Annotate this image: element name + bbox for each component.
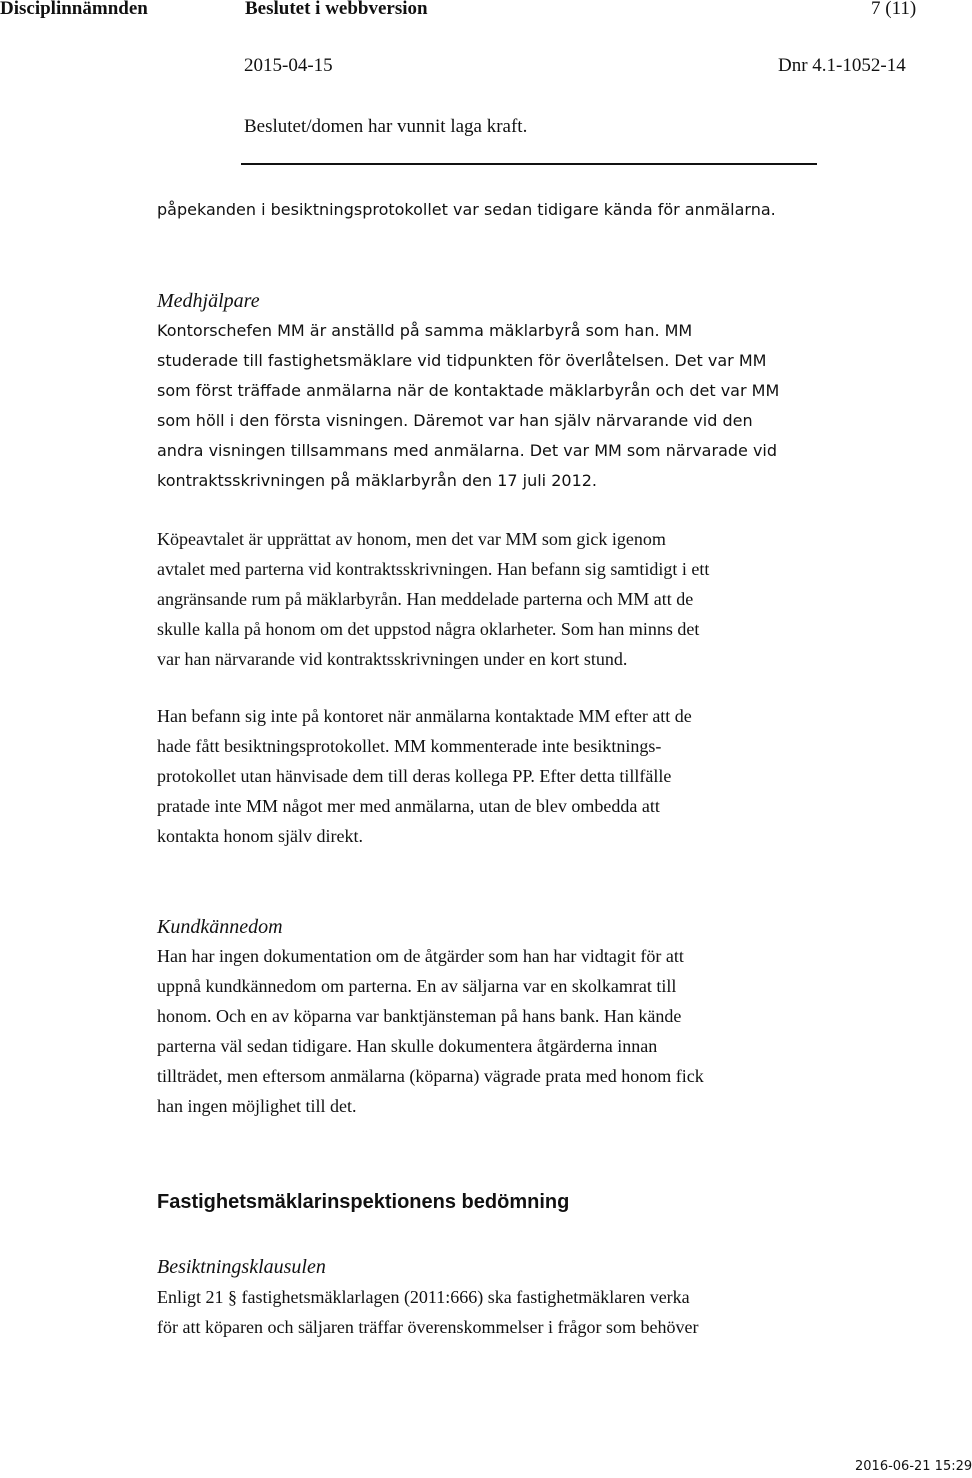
kontoret-line: protokollet utan hänvisade dem till deras kollega PP. Efter detta tillfälle — [157, 766, 672, 786]
kopeavtal-line: Köpeavtalet är upprättat av honom, men det var MM som gick igenom — [157, 529, 666, 549]
header-page-number: 7 (11) — [871, 0, 917, 19]
header-date: 2015-04-15 — [244, 55, 333, 76]
intro-line: påpekanden i besiktningsprotokollet var sedan tidigare kända för anmälarna. — [157, 200, 776, 219]
heading-kundkannedom: Kundkännedom — [157, 916, 283, 938]
medhjalpare-line: studerade till fastighetsmäklare vid tidpunkten för överlåtelsen. Det var MM — [157, 351, 767, 370]
header-status: Beslutet/domen har vunnit laga kraft. — [244, 116, 528, 137]
kontoret-line: pratade inte MM något mer med anmälarna, utan de blev ombedda att — [157, 796, 660, 816]
kundkannedom-line: uppnå kundkännedom om parterna. En av säljarna var en skolkamrat till — [157, 976, 677, 996]
footer-timestamp: 2016-06-21 15:29 — [855, 1459, 972, 1474]
kundkannedom-line: Han har ingen dokumentation om de åtgärder som han har vidtagit för att — [157, 946, 684, 966]
kontoret-line: kontakta honom själv direkt. — [157, 826, 363, 846]
medhjalpare-line: som höll i den första visningen. Däremot var han själv närvarande vid den — [157, 411, 753, 430]
kopeavtal-line: skulle kalla på honom om det uppstod några oklarheter. Som han minns det — [157, 619, 700, 639]
kundkannedom-line: tillträdet, men eftersom anmälarna (köparna) vägrade prata med honom fick — [157, 1066, 704, 1086]
header-doc-type: Beslutet i webbversion — [245, 0, 428, 19]
medhjalpare-line: andra visningen tillsammans med anmälarna. Det var MM som närvarade vid — [157, 441, 778, 460]
besiktning-line: Enligt 21 § fastighetsmäklarlagen (2011:666) ska fastighetmäklaren verka — [157, 1287, 690, 1307]
besiktning-line: för att köparen och säljaren träffar överenskommelser i frågor som behöver — [157, 1317, 699, 1337]
medhjalpare-line: kontraktsskrivningen på mäklarbyrån den 17 juli 2012. — [157, 471, 598, 490]
medhjalpare-line: som först träffade anmälarna när de kontaktade mäklarbyrån och det var MM — [157, 381, 780, 400]
header-rule — [241, 163, 817, 165]
heading-medhjalpare: Medhjälpare — [157, 290, 260, 312]
medhjalpare-line: Kontorschefen MM är anställd på samma mäklarbyrå som han. MM — [157, 321, 693, 340]
kopeavtal-line: angränsande rum på mäklarbyrån. Han meddelade parterna och MM att de — [157, 589, 694, 609]
kontoret-line: Han befann sig inte på kontoret när anmälarna kontaktade MM efter att de — [157, 706, 692, 726]
heading-besiktningsklausulen: Besiktningsklausulen — [157, 1256, 326, 1278]
kundkannedom-line: han ingen möjlighet till det. — [157, 1096, 357, 1116]
header-dnr: Dnr 4.1-1052-14 — [778, 55, 906, 76]
kundkannedom-line: parterna väl sedan tidigare. Han skulle dokumentera åtgärderna innan — [157, 1036, 658, 1056]
kopeavtal-line: avtalet med parterna vid kontraktsskrivningen. Han befann sig samtidigt i ett — [157, 559, 710, 579]
header-org: Disciplinnämnden — [0, 0, 148, 19]
kundkannedom-line: honom. Och en av köparna var banktjänsteman på hans bank. Han kände — [157, 1006, 682, 1026]
section-title: Fastighetsmäklarinspektionens bedömning — [157, 1191, 570, 1213]
kontoret-line: hade fått besiktningsprotokollet. MM kommenterade inte besiktnings- — [157, 736, 662, 756]
kopeavtal-line: var han närvarande vid kontraktsskrivningen under en kort stund. — [157, 649, 628, 669]
